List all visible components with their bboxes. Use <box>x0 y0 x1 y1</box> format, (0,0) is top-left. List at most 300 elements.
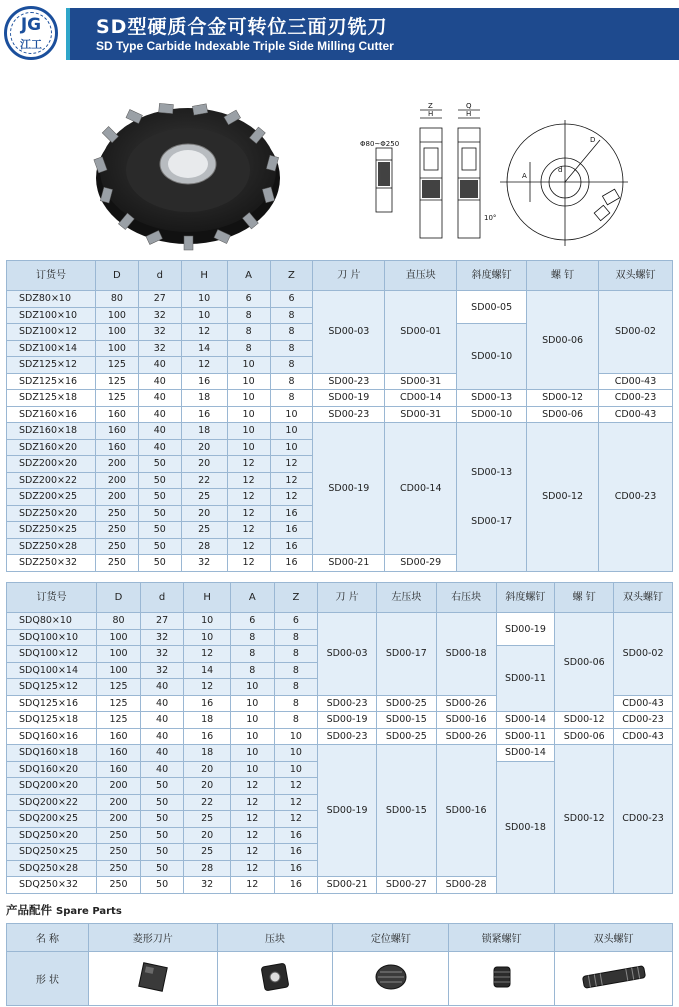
dimension-cell: 10 <box>227 439 270 456</box>
clamp-cell: SD00-31 <box>385 373 457 390</box>
dimension-cell: 12 <box>227 538 270 555</box>
order-number-cell: SDZ250×20 <box>7 505 96 522</box>
slope-screw-cell: SD00-13 <box>457 390 527 407</box>
dimension-cell: 16 <box>274 860 318 877</box>
col-header-double-screw: 双头螺钉 <box>614 583 673 613</box>
diamond-insert-image <box>88 952 217 1006</box>
dimension-cell: 12 <box>274 811 318 828</box>
double-screw-cell: SD00-02 <box>599 291 673 374</box>
blade-cell: SD00-21 <box>318 877 377 894</box>
dimension-cell: 10 <box>274 728 318 745</box>
screw-cell: SD00-06 <box>555 613 614 712</box>
spare-shape-label: 形 状 <box>7 952 89 1006</box>
dimension-cell: 16 <box>181 373 227 390</box>
cutter-photo <box>88 90 288 260</box>
spare-title-cn: 产品配件 <box>6 903 52 917</box>
left-clamp-cell: SD00-15 <box>376 745 436 877</box>
order-number-cell: SDQ100×10 <box>7 629 97 646</box>
dimension-cell: 25 <box>181 522 227 539</box>
clamp-cell: SD00-31 <box>385 406 457 423</box>
dimension-cell: 200 <box>97 778 141 795</box>
dimension-cell: 100 <box>97 646 141 663</box>
dimension-cell: 25 <box>184 811 231 828</box>
page-title-cn: SD型硬质合金可转位三面刃铣刀 <box>96 16 388 38</box>
order-number-cell: SDZ125×18 <box>7 390 96 407</box>
blade-cell: SD00-21 <box>313 555 385 572</box>
dimension-cell: 20 <box>184 761 231 778</box>
drawing-z-label: Z <box>428 102 433 110</box>
dimension-cell: 10 <box>181 307 227 324</box>
dimension-cell: 250 <box>95 505 138 522</box>
dimension-cell: 50 <box>140 844 184 861</box>
dimension-cell: 125 <box>97 695 141 712</box>
table-header-row <box>7 261 673 291</box>
company-logo <box>4 6 58 60</box>
double-screw-cell: CD00-23 <box>599 390 673 407</box>
dimension-cell: 12 <box>231 844 275 861</box>
col-header-right-clamp: 右压块 <box>436 583 496 613</box>
dimension-cell: 10 <box>231 695 275 712</box>
dimension-cell: 12 <box>181 357 227 374</box>
dimension-cell: 12 <box>270 456 313 473</box>
dimension-cell: 50 <box>138 522 181 539</box>
dimension-cell: 22 <box>184 794 231 811</box>
dimension-cell: 12 <box>231 794 275 811</box>
dimension-cell: 8 <box>274 712 318 729</box>
table-row <box>7 613 673 630</box>
dimension-cell: 12 <box>270 472 313 489</box>
dimension-cell: 100 <box>97 662 141 679</box>
dimension-cell: 40 <box>138 390 181 407</box>
spare-name-label: 名 称 <box>7 924 89 952</box>
order-number-cell: SDQ125×18 <box>7 712 97 729</box>
dimension-cell: 25 <box>181 489 227 506</box>
dimension-cell: 10 <box>227 373 270 390</box>
drawing-d-small-label: d <box>558 166 563 174</box>
dimension-cell: 50 <box>138 456 181 473</box>
dimension-cell: 10 <box>184 629 231 646</box>
col-header-slope-screw: 斜度螺钉 <box>457 261 527 291</box>
drawing-q-label: Q <box>466 102 472 110</box>
dimension-cell: 40 <box>138 357 181 374</box>
clamp-cell: CD00-14 <box>385 390 457 407</box>
dimension-cell: 40 <box>140 745 184 762</box>
order-number-cell: SDZ250×28 <box>7 538 96 555</box>
dimension-cell: 50 <box>138 555 181 572</box>
slope-screw-cell: SD00-05 <box>457 291 527 324</box>
col-header-H: H <box>184 583 231 613</box>
spare-image-row <box>7 952 673 1006</box>
spare-parts-table <box>6 923 673 1006</box>
dimension-cell: 16 <box>274 827 318 844</box>
col-header-blade: 刀 片 <box>318 583 377 613</box>
slope-screw-cell: SD00-14 <box>496 712 555 729</box>
table-header-row <box>7 583 673 613</box>
dimension-cell: 20 <box>184 827 231 844</box>
order-number-cell: SDZ160×16 <box>7 406 96 423</box>
col-header-blade: 刀 片 <box>313 261 385 291</box>
spare-item-name: 锁紧螺钉 <box>449 924 555 952</box>
table-row <box>7 423 673 440</box>
dimension-cell: 10 <box>270 406 313 423</box>
right-clamp-cell: SD00-16 <box>436 712 496 729</box>
dimension-cell: 200 <box>97 794 141 811</box>
dimension-cell: 8 <box>274 695 318 712</box>
screw-cell: SD00-06 <box>555 728 614 745</box>
drawing-phi-label: Φ80~Φ250 <box>360 140 400 148</box>
dimension-cell: 50 <box>138 472 181 489</box>
dimension-cell: 10 <box>227 406 270 423</box>
dimension-cell: 8 <box>270 307 313 324</box>
dimension-cell: 20 <box>181 505 227 522</box>
screw-cell: SD00-12 <box>527 423 599 572</box>
dimension-cell: 250 <box>97 844 141 861</box>
blade-cell: SD00-19 <box>318 745 377 877</box>
header <box>0 0 679 64</box>
dimension-cell: 8 <box>227 340 270 357</box>
dimension-cell: 18 <box>181 390 227 407</box>
right-clamp-cell: SD00-16 <box>436 745 496 877</box>
page-title-en: SD Type Carbide Indexable Triple Side Milling Cutter <box>96 39 394 53</box>
dimension-cell: 12 <box>231 778 275 795</box>
dimension-cell: 12 <box>181 324 227 341</box>
dimension-cell: 12 <box>274 794 318 811</box>
dimension-cell: 10 <box>270 423 313 440</box>
dimension-cell: 160 <box>97 728 141 745</box>
order-number-cell: SDQ250×28 <box>7 860 97 877</box>
order-number-cell: SDQ200×20 <box>7 778 97 795</box>
dimension-cell: 6 <box>227 291 270 308</box>
order-number-cell: SDZ100×12 <box>7 324 96 341</box>
dimension-cell: 16 <box>274 877 318 894</box>
dimension-cell: 40 <box>140 695 184 712</box>
dimension-cell: 18 <box>184 745 231 762</box>
dimension-cell: 80 <box>95 291 138 308</box>
dimension-cell: 12 <box>184 646 231 663</box>
dimension-cell: 32 <box>140 629 184 646</box>
dimension-cell: 16 <box>181 406 227 423</box>
order-number-cell: SDQ125×16 <box>7 695 97 712</box>
dimension-cell: 8 <box>231 646 275 663</box>
dimension-cell: 12 <box>231 877 275 894</box>
dimension-cell: 8 <box>270 324 313 341</box>
dimension-cell: 10 <box>274 745 318 762</box>
drawing-d-big-label: D <box>590 136 596 144</box>
double-screw-cell: CD00-43 <box>614 728 673 745</box>
col-header-order-no: 订货号 <box>7 261 96 291</box>
dimension-cell: 8 <box>231 629 275 646</box>
dimension-cell: 6 <box>270 291 313 308</box>
double-screw-cell: CD00-23 <box>614 745 673 894</box>
dimension-cell: 8 <box>270 357 313 374</box>
dimension-cell: 16 <box>270 538 313 555</box>
dimension-cell: 12 <box>227 456 270 473</box>
dimension-cell: 28 <box>181 538 227 555</box>
dimension-cell: 18 <box>181 423 227 440</box>
dimension-cell: 32 <box>138 340 181 357</box>
double-screw-cell: SD00-02 <box>614 613 673 696</box>
dimension-cell: 8 <box>270 390 313 407</box>
dimension-cell: 12 <box>227 505 270 522</box>
left-clamp-cell: SD00-25 <box>376 728 436 745</box>
order-number-cell: SDQ200×22 <box>7 794 97 811</box>
dimension-cell: 50 <box>138 489 181 506</box>
dimension-cell: 14 <box>184 662 231 679</box>
dimension-cell: 200 <box>97 811 141 828</box>
dimension-cell: 40 <box>138 423 181 440</box>
dimension-cell: 32 <box>138 324 181 341</box>
order-number-cell: SDQ200×25 <box>7 811 97 828</box>
dimension-cell: 14 <box>181 340 227 357</box>
table-row <box>7 390 673 407</box>
left-clamp-cell: SD00-27 <box>376 877 436 894</box>
dimension-cell: 160 <box>95 406 138 423</box>
logo-text: JG <box>20 15 42 35</box>
dimension-cell: 28 <box>184 860 231 877</box>
dimension-cell: 16 <box>184 728 231 745</box>
col-header-slope-screw: 斜度螺钉 <box>496 583 555 613</box>
col-header-A: A <box>227 261 270 291</box>
blade-cell: SD00-23 <box>318 695 377 712</box>
dimension-cell: 200 <box>95 489 138 506</box>
dimension-cell: 100 <box>95 307 138 324</box>
clamp-cell: CD00-14 <box>385 423 457 555</box>
order-number-cell: SDZ100×14 <box>7 340 96 357</box>
dimension-cell: 50 <box>138 505 181 522</box>
right-clamp-cell: SD00-26 <box>436 695 496 712</box>
order-number-cell: SDQ250×32 <box>7 877 97 894</box>
dimension-cell: 20 <box>181 456 227 473</box>
spare-title-en: Spare Parts <box>56 906 122 917</box>
spare-item-name: 定位螺钉 <box>333 924 449 952</box>
dimension-cell: 10 <box>227 423 270 440</box>
dimension-cell: 12 <box>227 472 270 489</box>
table-row <box>7 728 673 745</box>
dimension-cell: 125 <box>95 357 138 374</box>
order-number-cell: SDQ80×10 <box>7 613 97 630</box>
blade-cell: SD00-03 <box>318 613 377 696</box>
dimension-cell: 10 <box>270 439 313 456</box>
dimension-cell: 10 <box>184 613 231 630</box>
dimension-cell: 8 <box>231 662 275 679</box>
dimension-cell: 16 <box>274 844 318 861</box>
spare-item-name: 菱形刀片 <box>88 924 217 952</box>
blade-cell: SD00-23 <box>313 406 385 423</box>
dimension-cell: 8 <box>274 646 318 663</box>
double-screw-cell: CD00-23 <box>614 712 673 729</box>
dimension-cell: 25 <box>184 844 231 861</box>
title-accent <box>66 8 70 60</box>
slope-screw-cell: SD00-11 <box>496 728 555 745</box>
dimension-cell: 50 <box>140 860 184 877</box>
order-number-cell: SDQ160×18 <box>7 745 97 762</box>
spare-item-name: 双头螺钉 <box>555 924 673 952</box>
clamp-cell: SD00-01 <box>385 291 457 374</box>
dimension-cell: 100 <box>95 324 138 341</box>
screw-cell: SD00-12 <box>527 390 599 407</box>
order-number-cell: SDZ250×32 <box>7 555 96 572</box>
dimension-cell: 250 <box>95 538 138 555</box>
col-header-d: d <box>140 583 184 613</box>
dimension-cell: 125 <box>95 390 138 407</box>
dimension-cell: 12 <box>227 555 270 572</box>
col-header-screw: 螺 钉 <box>555 583 614 613</box>
blade-cell: SD00-19 <box>313 423 385 555</box>
order-number-cell: SDZ200×20 <box>7 456 96 473</box>
dimension-cell: 50 <box>140 811 184 828</box>
dimension-cell: 40 <box>140 728 184 745</box>
spec-table-sdq <box>6 582 673 894</box>
dimension-cell: 200 <box>95 472 138 489</box>
col-header-double-screw: 双头螺钉 <box>599 261 673 291</box>
right-clamp-cell: SD00-26 <box>436 728 496 745</box>
slope-screw-cell: SD00-10 <box>457 324 527 390</box>
slope-screw-cell: SD00-14 <box>496 745 555 762</box>
dimension-cell: 10 <box>231 712 275 729</box>
dimension-cell: 32 <box>140 646 184 663</box>
dimension-cell: 125 <box>97 712 141 729</box>
dimension-cell: 10 <box>231 728 275 745</box>
order-number-cell: SDQ160×16 <box>7 728 97 745</box>
slope-screw-cell <box>457 423 527 572</box>
dimension-cell: 32 <box>140 662 184 679</box>
col-header-D: D <box>95 261 138 291</box>
right-clamp-cell: SD00-18 <box>436 613 496 696</box>
order-number-cell: SDZ160×20 <box>7 439 96 456</box>
dimension-cell: 16 <box>270 555 313 572</box>
dimension-cell: 22 <box>181 472 227 489</box>
double-screw-cell: CD00-43 <box>599 373 673 390</box>
order-number-cell: SDZ200×22 <box>7 472 96 489</box>
dimension-cell: 12 <box>184 679 231 696</box>
dimension-cell: 80 <box>97 613 141 630</box>
table-row <box>7 712 673 729</box>
left-clamp-cell: SD00-17 <box>376 613 436 696</box>
logo-cn-text: 江工 <box>20 38 42 51</box>
double-end-screw-image <box>555 952 673 1006</box>
dimension-cell: 40 <box>140 712 184 729</box>
dimension-cell: 8 <box>274 629 318 646</box>
dimension-cell: 18 <box>184 712 231 729</box>
dimension-cell: 12 <box>231 811 275 828</box>
order-number-cell: SDQ160×20 <box>7 761 97 778</box>
dimension-cell: 125 <box>97 679 141 696</box>
col-header-clamp: 直压块 <box>385 261 457 291</box>
left-clamp-cell: SD00-25 <box>376 695 436 712</box>
dimension-cell: 16 <box>184 695 231 712</box>
spare-parts-title <box>6 902 122 918</box>
dimension-cell: 12 <box>231 827 275 844</box>
slope-screw-cell: SD00-11 <box>496 646 555 712</box>
blade-cell: SD00-23 <box>313 373 385 390</box>
double-screw-cell: CD00-23 <box>599 423 673 572</box>
dimension-cell: 10 <box>227 390 270 407</box>
dimension-cell: 160 <box>97 745 141 762</box>
dimension-cell: 8 <box>227 307 270 324</box>
dimension-cell: 40 <box>138 439 181 456</box>
col-header-left-clamp: 左压块 <box>376 583 436 613</box>
dimension-cell: 12 <box>227 522 270 539</box>
screw-cell: SD00-06 <box>527 291 599 390</box>
table-row <box>7 745 673 762</box>
order-number-cell: SDZ125×16 <box>7 373 96 390</box>
order-number-cell: SDQ100×12 <box>7 646 97 663</box>
screw-cell: SD00-06 <box>527 406 599 423</box>
dimension-cell: 27 <box>140 613 184 630</box>
table-row <box>7 291 673 308</box>
dimension-cell: 32 <box>181 555 227 572</box>
col-header-H: H <box>181 261 227 291</box>
dimension-cell: 40 <box>140 679 184 696</box>
order-number-cell: SDQ250×25 <box>7 844 97 861</box>
double-screw-cell: CD00-43 <box>599 406 673 423</box>
col-header-d: d <box>138 261 181 291</box>
slope-screw-value: SD00-13 <box>471 466 513 478</box>
clamp-block-image <box>217 952 333 1006</box>
right-clamp-cell: SD00-28 <box>436 877 496 894</box>
dimension-cell: 50 <box>138 538 181 555</box>
blade-cell: SD00-19 <box>313 390 385 407</box>
screw-cell: SD00-12 <box>555 745 614 894</box>
col-header-A: A <box>231 583 275 613</box>
dimension-cell: 40 <box>138 406 181 423</box>
table-row <box>7 406 673 423</box>
dimension-cell: 250 <box>97 877 141 894</box>
dimension-cell: 10 <box>274 761 318 778</box>
dimension-cell: 160 <box>95 439 138 456</box>
slope-screw-cell: SD00-19 <box>496 613 555 646</box>
dimension-cell: 250 <box>97 827 141 844</box>
dimension-cell: 20 <box>184 778 231 795</box>
dimension-cell: 10 <box>231 745 275 762</box>
dimension-cell: 8 <box>274 679 318 696</box>
drawing-a-label: A <box>522 172 527 180</box>
order-number-cell: SDZ200×25 <box>7 489 96 506</box>
col-header-Z: Z <box>274 583 318 613</box>
spec-table-sdz <box>6 260 673 572</box>
drawing-h-label: H <box>428 110 434 118</box>
dimension-cell: 10 <box>181 291 227 308</box>
dimension-cell: 6 <box>274 613 318 630</box>
order-number-cell: SDQ100×14 <box>7 662 97 679</box>
col-header-screw: 螺 钉 <box>527 261 599 291</box>
dimension-cell: 8 <box>270 340 313 357</box>
dimension-cell: 160 <box>97 761 141 778</box>
dimension-cell: 27 <box>138 291 181 308</box>
dimension-cell: 250 <box>95 522 138 539</box>
slope-screw-value: SD00-17 <box>471 515 513 527</box>
locating-screw-image <box>333 952 449 1006</box>
locking-screw-image <box>449 952 555 1006</box>
slope-screw-cell: SD00-18 <box>496 761 555 893</box>
slope-screw-cell: SD00-10 <box>457 406 527 423</box>
dimension-cell: 12 <box>274 778 318 795</box>
dimension-cell: 160 <box>95 423 138 440</box>
dimension-cell: 50 <box>140 827 184 844</box>
dimension-cell: 10 <box>231 679 275 696</box>
blade-cell: SD00-19 <box>318 712 377 729</box>
order-number-cell: SDZ125×12 <box>7 357 96 374</box>
dimension-cell: 100 <box>97 629 141 646</box>
order-number-cell: SDZ160×18 <box>7 423 96 440</box>
clamp-cell: SD00-29 <box>385 555 457 572</box>
dimension-cell: 8 <box>274 662 318 679</box>
dimension-cell: 12 <box>231 860 275 877</box>
dimension-cell: 8 <box>270 373 313 390</box>
dimension-cell: 10 <box>227 357 270 374</box>
dimension-cell: 20 <box>181 439 227 456</box>
dimension-cell: 40 <box>138 373 181 390</box>
